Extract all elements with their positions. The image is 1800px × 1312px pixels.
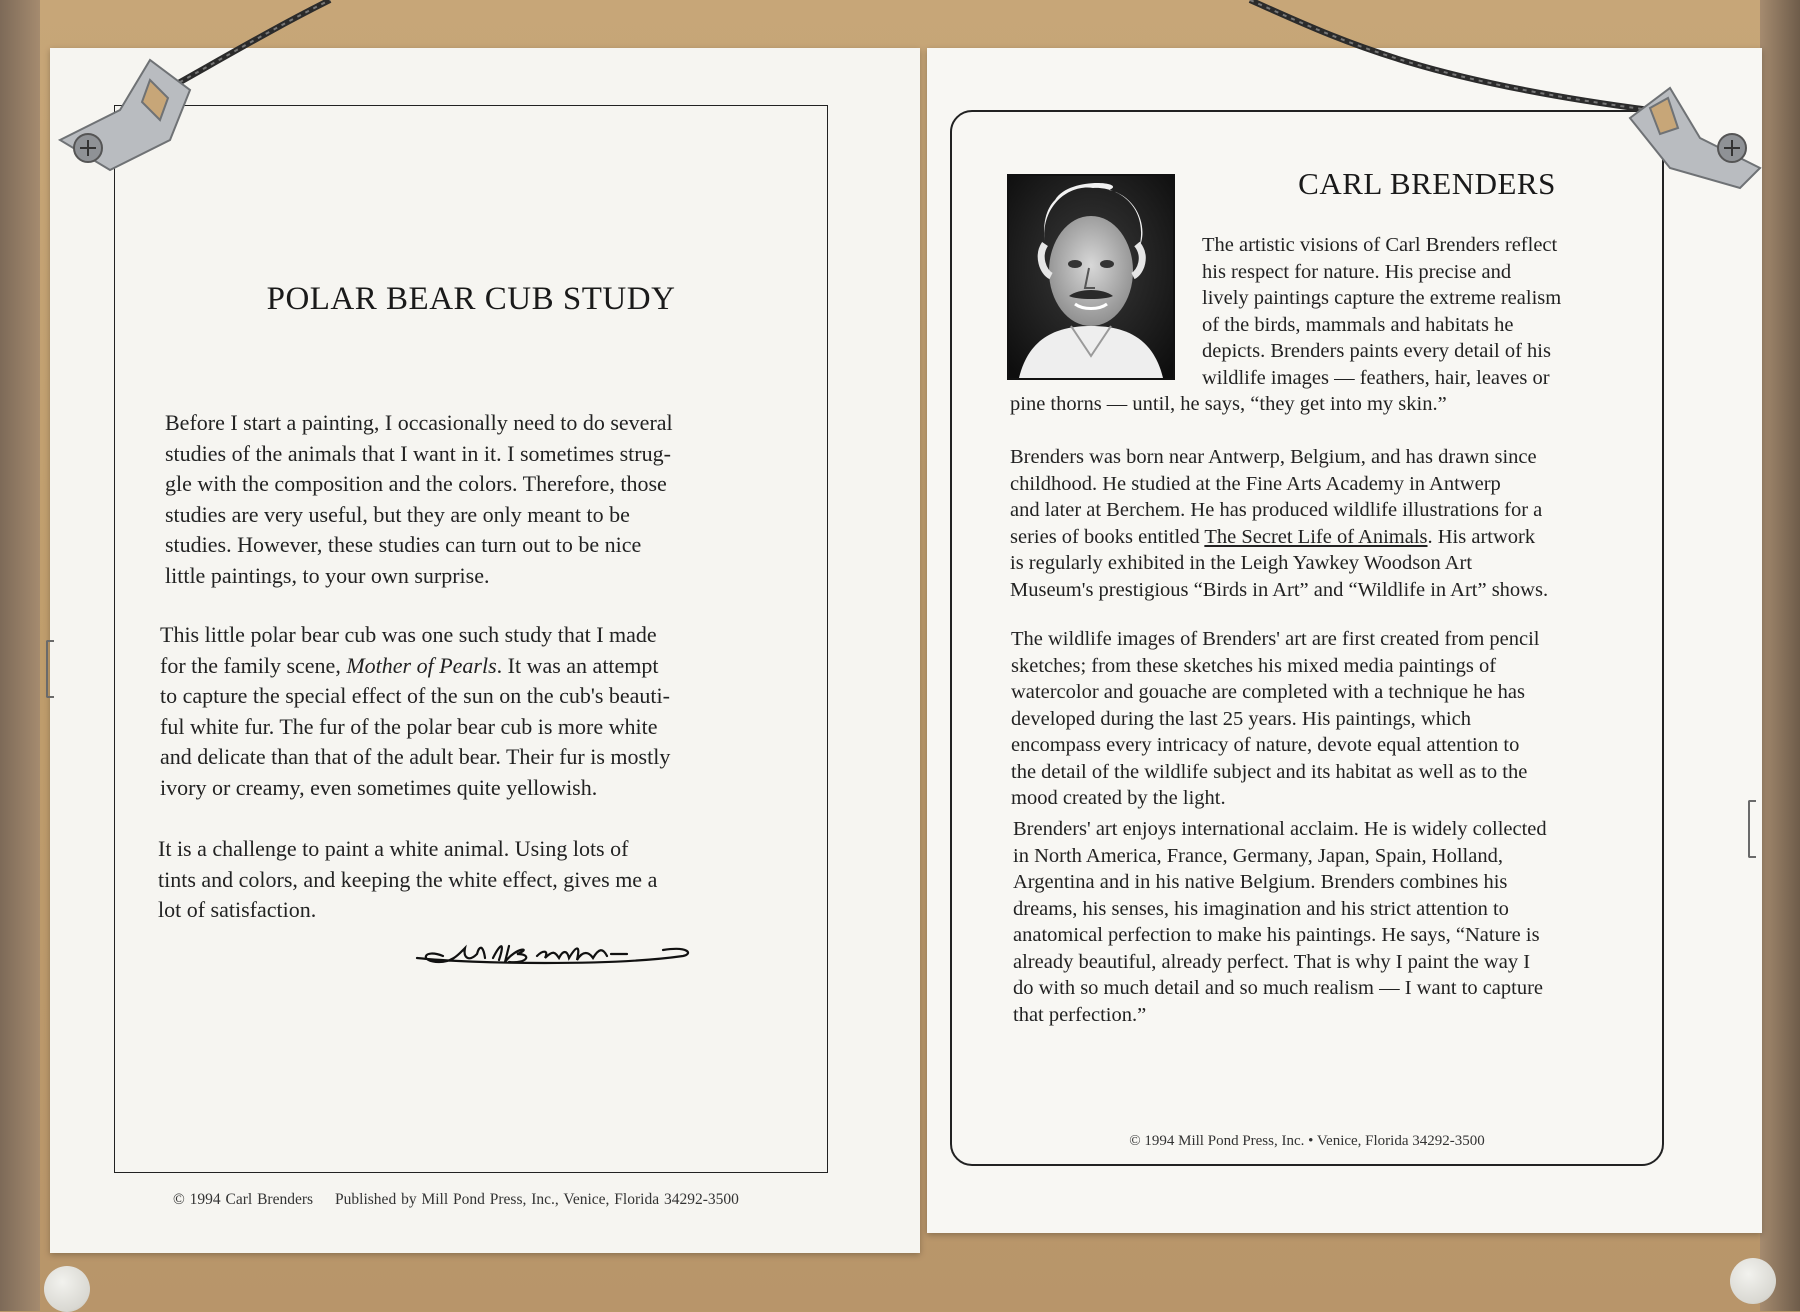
- left-footer-copyright: © 1994 Carl Brenders: [173, 1191, 314, 1208]
- left-card-title: POLAR BEAR CUB STUDY: [266, 281, 676, 317]
- left-paragraph-2-start: This little polar bear cub was one such study that I made for the family scene,: [160, 622, 657, 678]
- staple-icon: [1748, 800, 1756, 858]
- painting-title: Mother of Pearls: [346, 652, 497, 678]
- left-info-card: [50, 48, 920, 1253]
- staple-icon: [46, 640, 54, 698]
- left-paragraph-3: It is a challenge to paint a white animal. Using lots of tints and colors, and keeping the white effect, gives me a lot of satisfaction.: [158, 836, 658, 922]
- bumper-pad-icon: [44, 1266, 90, 1312]
- hanger-bracket-icon: [1620, 78, 1770, 208]
- right-paragraph-2: [1010, 444, 1650, 603]
- right-card-title: CARL BRENDERS: [1298, 166, 1556, 201]
- right-paragraph-2-start: Brenders was born near Antwerp, Belgium, and has drawn since childhood. He studied at the Fine Arts Academy in Antwerp and later at Berchem. He has produced wildlife illustrations for a series of books entitled: [1010, 446, 1543, 548]
- hanging-wire-icon: [0, 0, 1800, 200]
- right-paragraph-4: Brenders' art enjoys international acclaim. He is widely collected in North America, France, Germany, Japan, Spain, Holland, Argentina and in his native Belgium. Brenders combines his dreams, his senses, his imagination and his strict attention to anatomical perfection to make his paintings. He says, “Nature is already beautiful, already perfect. That is why I paint the way I do with so much detail and so much realism — I want to capture that perfection.”: [1013, 818, 1547, 1026]
- left-card-border: [114, 105, 828, 1208]
- right-card-footer: © 1994 Mill Pond Press, Inc. • Venice, Florida 34292-3500: [1129, 1133, 1485, 1149]
- left-footer-publisher: Published by Mill Pond Press, Inc., Venice, Florida 34292-3500: [335, 1191, 739, 1208]
- book-title: The Secret Life of Animals: [1204, 525, 1428, 548]
- left-paragraph-1: Before I start a painting, I occasionally need to do several studies of the animals that I want in it. I sometimes strug- gle with the composition and the colors. Therefore, those studies are very useful, but they are only meant to be studies. However, these studies can turn out to be nice little paintings, to your own surprise.: [165, 410, 673, 588]
- right-intro-paragraph: The artistic visions of Carl Brenders reflect his respect for nature. His precise and lively paintings capture the extreme realism of the birds, mammals and habitats he depicts. Brenders paints every detail of his wildlife images — feathers, hair, leaves or: [1202, 234, 1562, 389]
- right-paragraph-2-end: . His artwork is regularly exhibited in the Leigh Yawkey Woodson Art Museum's prestigious “Birds in Art” and “Wildlife in Art” shows.: [1010, 525, 1549, 601]
- artist-portrait-photo: [1007, 174, 1175, 380]
- left-paragraph-2-end: . It was an attempt to capture the special effect of the sun on the cub's beauti- ful white fur. The fur of the polar bear cub is more white and delicate than that of the adult bear. Their fur is mostly ivory or creamy, even sometimes quite yellowish.: [160, 652, 671, 800]
- left-paragraph-2: [160, 620, 800, 803]
- bumper-pad-icon: [1730, 1258, 1776, 1304]
- signature-image: [413, 934, 693, 974]
- hanger-bracket-icon: [50, 50, 200, 180]
- left-card-footer: [173, 1191, 739, 1209]
- right-intro-tail: pine thorns — until, he says, “they get into my skin.”: [1010, 393, 1447, 415]
- right-info-card: [927, 48, 1762, 1233]
- right-paragraph-3: The wildlife images of Brenders' art are first created from pencil sketches; from these sketches his mixed media paintings of watercolor and gouache are completed with a technique he has developed during the last 25 years. His paintings, which encompass every intricacy of nature, devote equal attention to the detail of the wildlife subject and its habitat as well as to the mood created by the light.: [1011, 628, 1540, 809]
